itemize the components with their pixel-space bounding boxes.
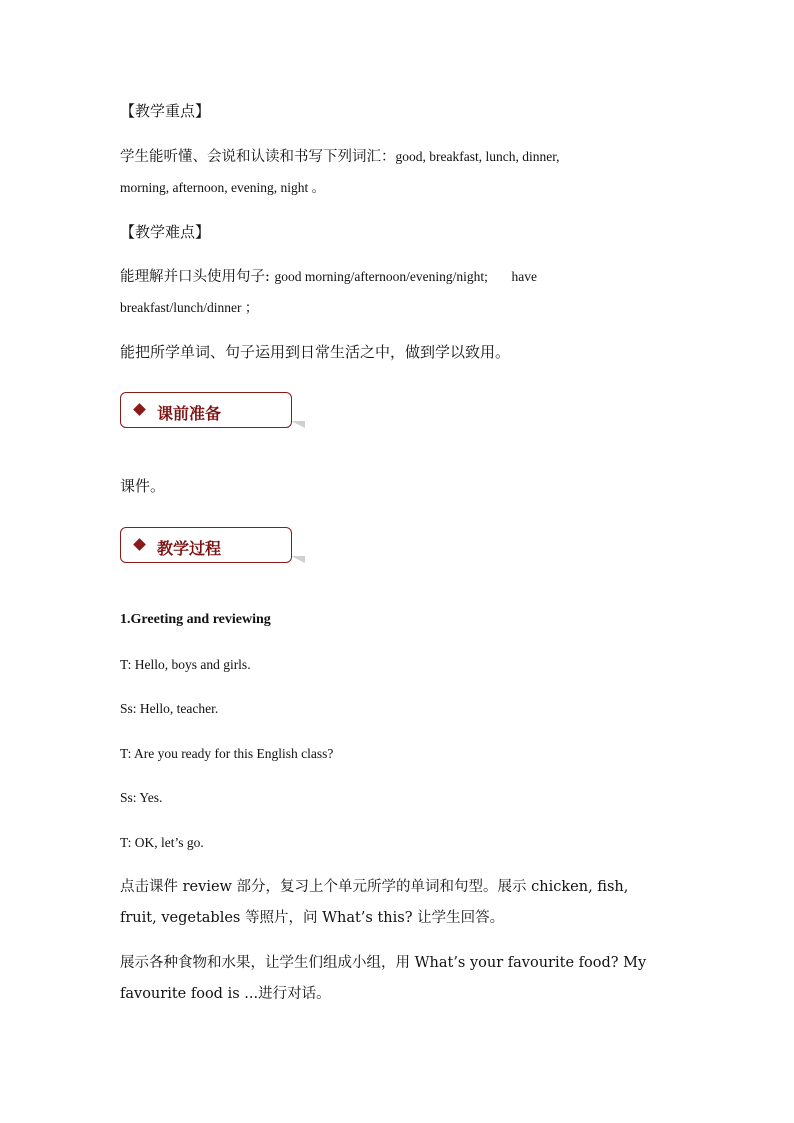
paragraph-2-line-2: favourite food is ...进行对话。 — [120, 986, 331, 1002]
difficult-points-line-2: breakfast/lunch/dinner ； — [120, 300, 259, 315]
prep-heading: 课前准备 — [157, 404, 222, 423]
difficult-points-title: 【教学难点】 — [120, 223, 211, 241]
prep-heading-shadow — [291, 421, 305, 428]
paragraph-1-line-1: 点击课件 review 部分，复习上个单元所学的单词和句型。展示 chicken, fish, — [120, 879, 629, 895]
key-points-line-2: morning, afternoon, evening, night 。 — [120, 180, 326, 195]
dialogue-line: T: OK, let’s go. — [120, 835, 204, 850]
key-points-line-1 — [120, 150, 560, 165]
key-points-line-1-zh: 学生能听懂、会说和认读和书写下列词汇： — [120, 149, 396, 165]
prep-heading-box — [120, 392, 292, 428]
prep-text: 课件。 — [120, 477, 166, 495]
process-heading-shadow — [291, 556, 305, 563]
dialogue-line: Ss: Yes. — [120, 790, 163, 805]
process-heading-box — [120, 527, 292, 563]
dialogue-line: Ss: Hello, teacher. — [120, 701, 219, 716]
diamond-icon — [133, 403, 146, 416]
difficult-points-line-1-zh: 能理解并口头使用句子: — [120, 269, 275, 285]
step-1-title: 1.Greeting and reviewing — [120, 612, 271, 627]
paragraph-1-line-2: fruit, vegetables 等照片，问 What’s this? 让学生回答。 — [120, 910, 505, 926]
dialogue-line: T: Hello, boys and girls. — [120, 657, 251, 672]
difficult-points-line-1 — [120, 270, 537, 285]
paragraph-2-line-1: 展示各种食物和水果，让学生们组成小组，用 What’s your favourite food? My — [120, 955, 647, 971]
process-heading: 教学过程 — [157, 539, 222, 558]
diamond-icon — [133, 538, 146, 551]
difficult-points-line-1-en: good morning/afternoon/evening/night; have — [274, 269, 537, 284]
difficult-points-line-3: 能把所学单词、句子运用到日常生活之中，做到学以致用。 — [120, 343, 511, 361]
key-points-title: 【教学重点】 — [120, 102, 211, 120]
key-points-line-1-en: good, breakfast, lunch, dinner, — [395, 149, 560, 164]
dialogue-line: T: Are you ready for this English class? — [120, 746, 334, 761]
